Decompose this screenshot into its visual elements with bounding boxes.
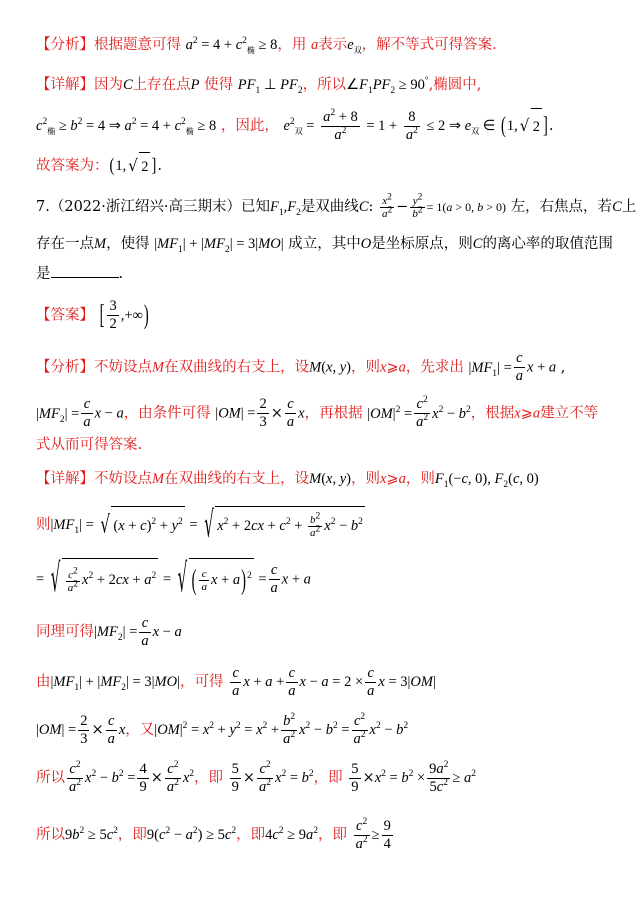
analysis-7-line-1: 【分析】不妨设点M在双曲线的右支上，设M(x, y)，则x⩾a，先求出 $|MF_1|$ = $\frac{c}{a}$ x + a , [36,350,566,384]
question-7-line-3: 是 . [36,263,624,285]
detail-7-line-4: 同理可得$|MF_2|$ = $\frac{c}{a}$ x − a [36,614,182,649]
detail-7-line-1: 【详解】不妨设点M在双曲线的右支上，设M(x, y)，则x⩾a，则$F_1(-c$, 0), $F_2(c$, 0) [36,471,539,490]
question-number: 7. [36,199,50,215]
analysis-tag: 【分析】 [36,37,94,53]
answer-blank [51,263,119,278]
analysis-7-line-2: $|MF_2|$ = $\frac{c}{a}$ x − a，由条件可得 |OM| = $\frac{2}{3}$ × $\frac{c}{a}$ x，再根据 $|OM|^2$ = $\frac{c^2}{a^2}$ $x^2 - b^2$，根据x⩾a建立不等 [36,395,599,430]
question-7-line-2: 存在一点M，使得 $|MF_1| + |MF_2| = 3|MO|$ 成立，其中O是坐标原点，则C的离心率的取值范围 [36,236,613,255]
detail-6-eq-line: $c^2_椭 \ge b^2 = 4$ ⇒ $a^2 = 4 + c^2_椭 \ge 8$ ，因此， $e^2_双$ = $\frac{a^2 + 8}{a^2}$ = 1 + $\frac{8}{a^2}$ ≤ 2 ⇒ $e_双$ ∈ (1,√ 2 ]. [36,108,624,144]
detail-7-line-6: |OM| = $\frac{2}{3}$ × $\frac{c}{a}$ x，又$|OM|^2 = x^2 + y^2 = x^2$ + $\frac{b^2}{a^2}$ $x^2 - b^2$ = $\frac{c^2}{a^2}$ $x^2 - b^2$ [36,711,409,747]
answer-6-line: 故答案为：(1,√ 2 ]. [36,152,624,180]
detail-7-line-7: 所以 $\frac{c^2}{a^2}$ $x^2 - b^2$ = $\frac{4}{9}$ × $\frac{c^2}{a^2}$ $x^2$，即 $\frac{5}{9}$ × $\frac{c^2}{a^2}$ $x^2 = b^2$，即 $\frac{5}{9}$ $\times x^2 = b^2$ × $\frac{9a^2}{5c^2}$ ≥ $a^2$ [36,759,476,795]
detail-7-line-2: 则$|MF_1|$ = √ $(x + c)^2 + y^2$ = √ $x^2 + 2cx + c^2$ + $\frac{b^2}{a^2}$ $x^2 - b^2$ [36,506,624,544]
answer-7-line: 【答案】 [ $\frac{3}{2}$ ,+∞) [36,298,149,332]
question-7-line-1: 7.（2022·浙江绍兴·高三期末）已知$F_1,F_2$是双曲线C: $\frac{x^2}{a^2}$ − $\frac{y^2}{b^2}$ = 1(a > 0, b > 0) 左，右焦点，若C上 [36,191,637,220]
analysis-7-line-3: 式从而可得答案. [36,437,143,453]
detail-7-line-5: 由$|MF_1| + |MF_2| = 3|MO|$，可得 $\frac{c}{a}$ x + a + $\frac{c}{a}$ x − a = 2 × $\frac{c}{a}$ x = 3|OM| [36,664,436,699]
detail-7-line-3: = √ $\frac{c^2}{a^2}$ $x^2 + 2cx + a^2$ = √ ( $\frac{c}{a}$ x + a)$^2$ = $\frac{c}{a}$ x + a [36,558,624,601]
detail-7-line-8: 所以$9b^2 \ge 5c^2$，即$9(c^2 - a^2) \ge 5c^2$，即$4c^2 \ge 9a^2$，即 $\frac{c^2}{a^2}$ ≥ $\frac{9}{4}$ [36,816,391,852]
detail-tag: 【详解】 [36,77,94,93]
detail-6-line: 【详解】因为C上存在点P 使得 $PF_1$ ⊥ $PF_2$，所以$\angle F_1PF_2 \ge 90^\circ$,椭圆中, [36,76,482,96]
analysis-6-line: 【分析】根据题意可得 $a^2 = 4 + c^2_椭 \ge 8$，用 a表示$e_双$，解不等式可得答案. [36,36,497,55]
